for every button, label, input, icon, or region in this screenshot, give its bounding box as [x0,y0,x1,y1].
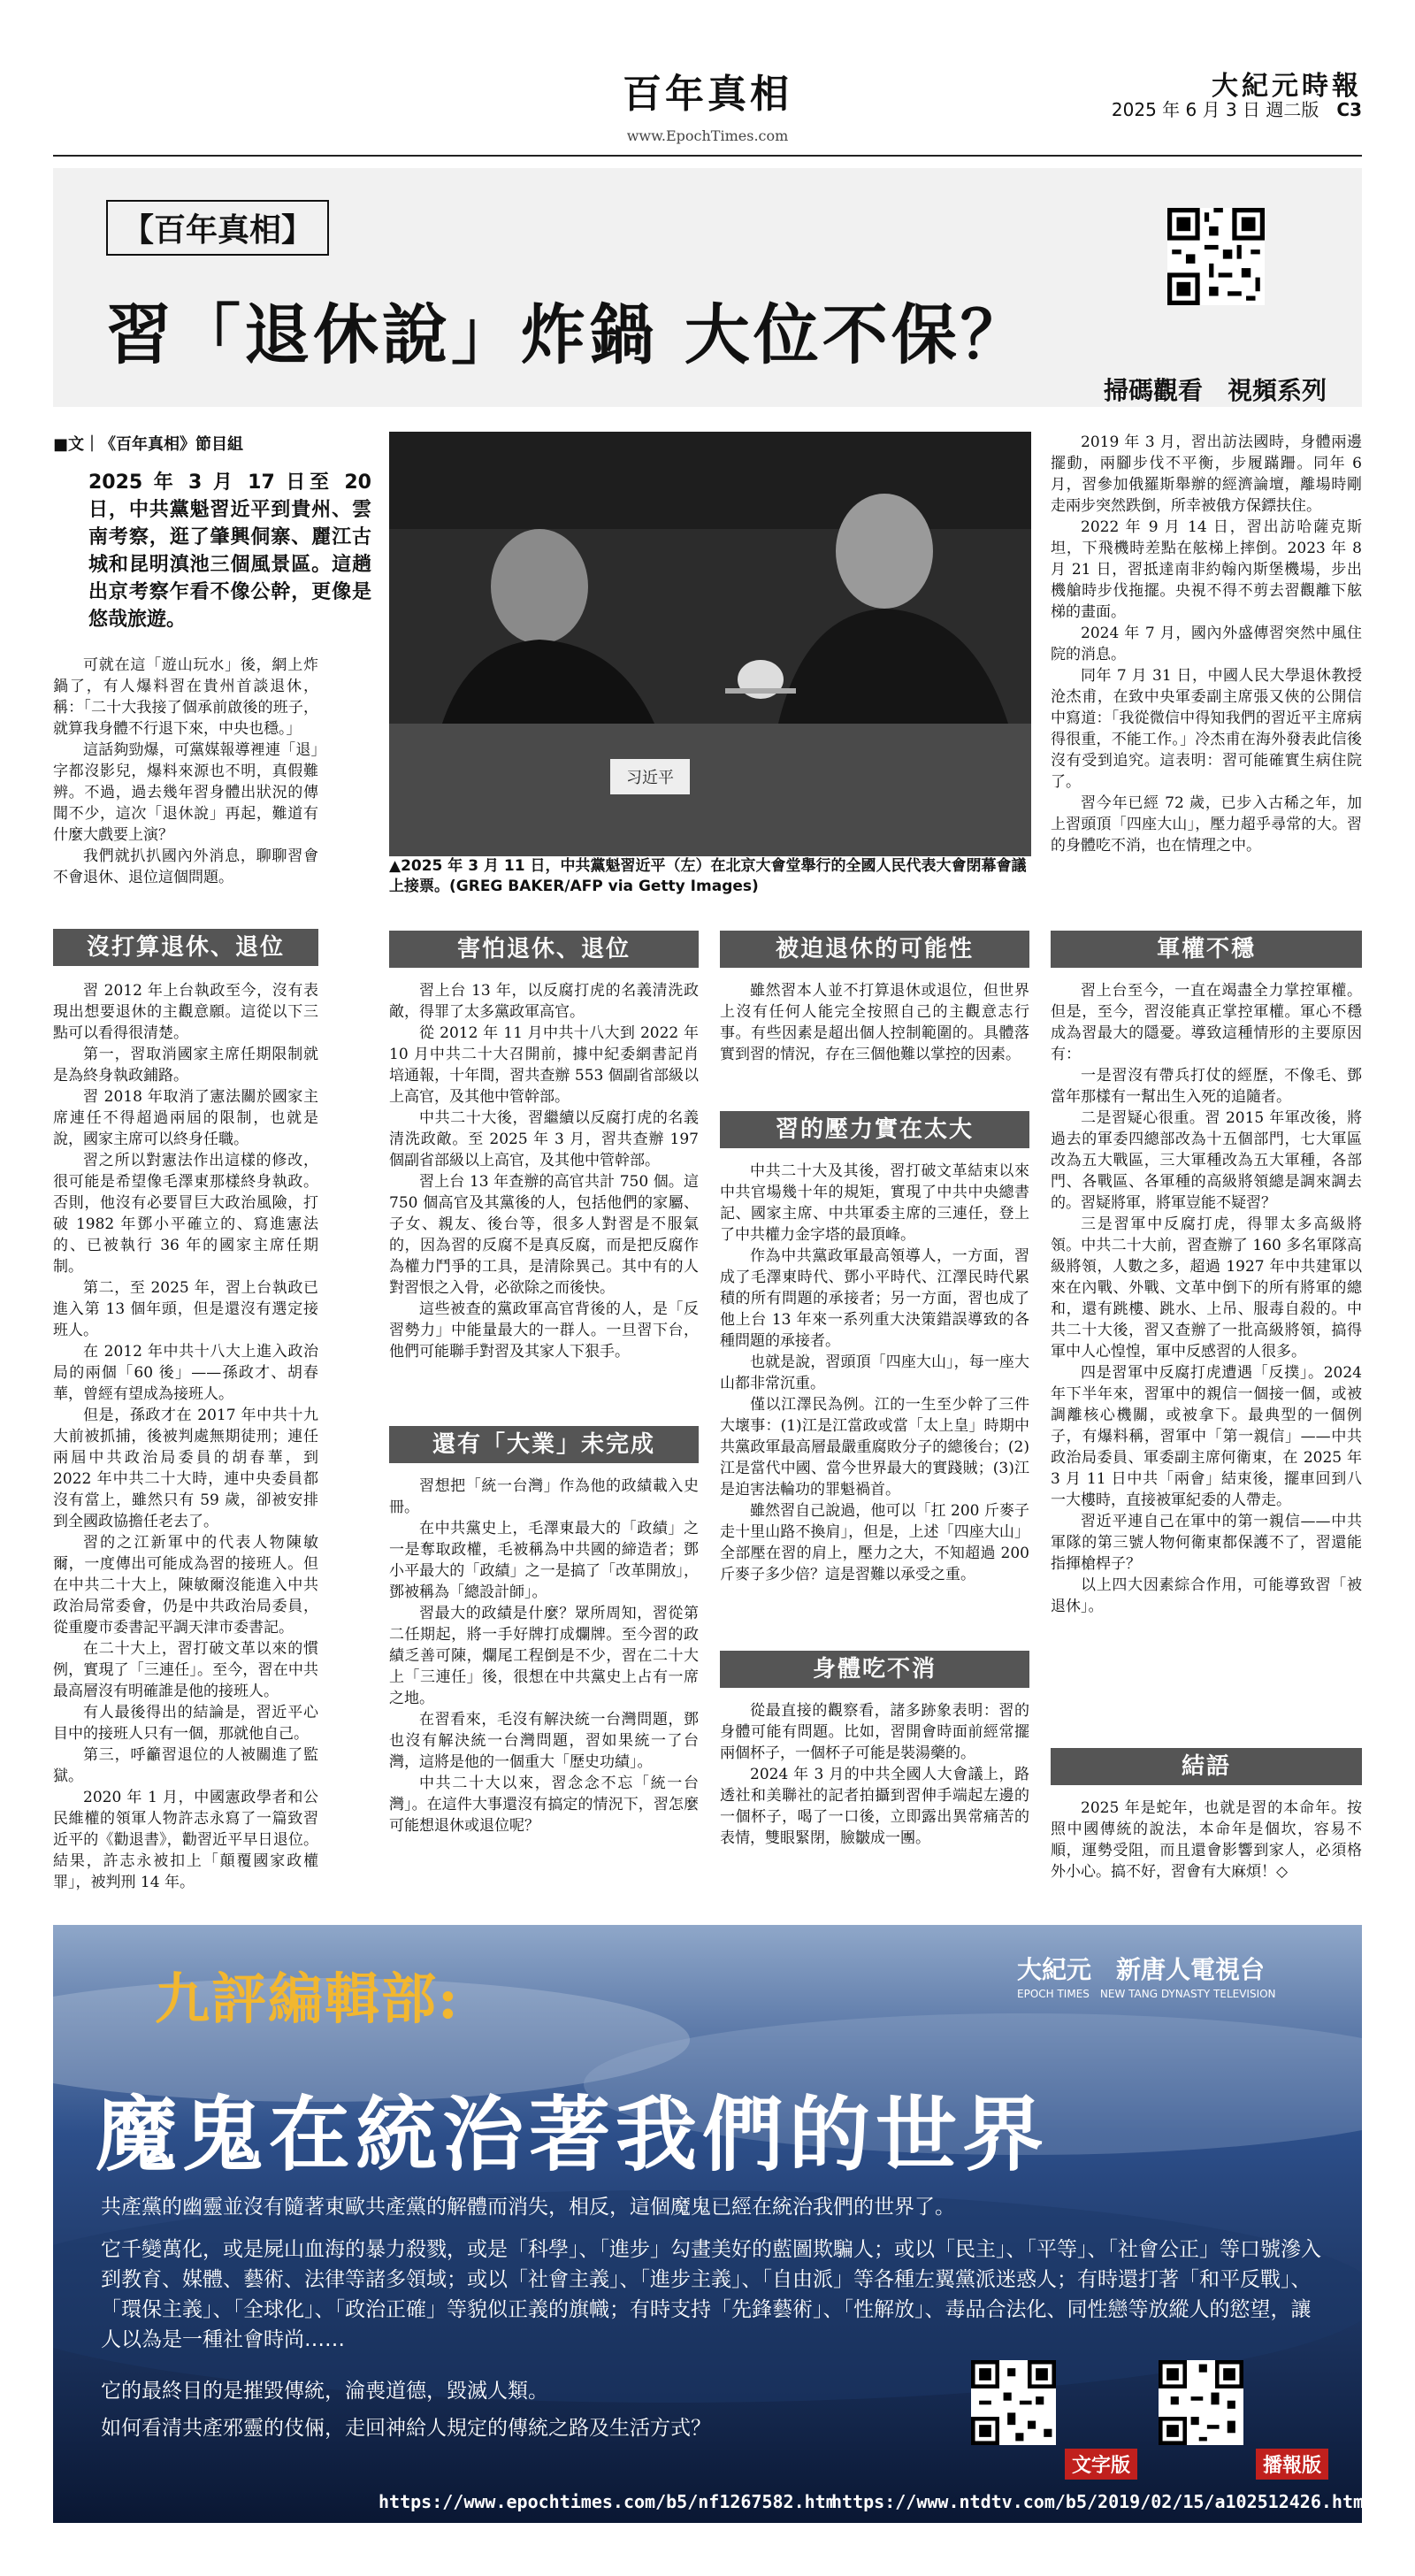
paragraph: 2024 年 7 月，國內外盛傳習突然中風住院的消息。 [1051,625,1362,663]
paragraph: 習近平連自己在軍中的第一親信——中共軍隊的第三號人物何衛東都保護不了，習還能指揮槍桿子？ [1051,1513,1362,1573]
ad-line-4: 如何看清共產邪靈的伎倆，走回神給人規定的傳統之路及生活方式？ [101,2417,711,2440]
paragraph: 四是習軍中反腐打虎遭遇「反撲」。2024 年下半年來，習軍中的親信一個接一個，或被調離核心機關，或被拿下。最典型的一個例子，有爆料稱，習軍中「第一親信」——中共政治局委員、軍委副主席何衛東，在 2025 年 3 月 11 日中共「兩會」結束後，擺車回到八一大樓時，直接被軍紀委的人帶走。 [1051,1364,1362,1509]
news-photo [389,432,1031,856]
section-title: 百年真相 [623,72,792,117]
paragraph: 僅以江澤民為例。江的一生至少幹了三件大壞事：(1)江是江當政或當「太上皇」時期中共黨政軍最高層最嚴重腐敗分子的總後台；(2) 江是當代中國、當今世界最大的實踐賊；(3)江是迫害法輪功的罪魁禍首。 [720,1396,1029,1499]
paragraph: 習的之江新軍中的代表人物陳敏爾，一度傳出可能成為習的接班人。但在中共二十大上，陳敏爾沒能進入中共政治局常委會，仍是中共政治局委員，從重慶市委書記平調天津市委書記。 [53,1534,318,1637]
broadcast-version-tag[interactable]: 播報版 [1256,2449,1328,2480]
paragraph: 也就是說，習頭頂「四座大山」，每一座大山都非常沉重。 [720,1353,1029,1392]
paragraph: 第二，至 2025 年，習上台執政已進入第 13 個年頭，但是還沒有選定接班人。 [53,1279,318,1339]
ad-logo-text: 大紀元 新唐人電視台 [1017,1955,1266,1984]
paragraph: 習最大的政績是什麼？眾所周知，習從第二任期起，將一手好牌打成爛牌。至今習的政績乏善可陳，爛尾工程倒是不少，習在二十大上「三連任」後，很想在中共黨史上占有一席之地。 [389,1605,699,1707]
paragraph: 習 2012 年上台執政至今，沒有表現出想要退休的主觀意願。這從以下三點可以看得很清楚。 [53,982,318,1042]
paragraph: 這話夠勁爆，可黨媒報導裡連「退」字都沒影兒，爆料來源也不明，真假難辨。不過，過去幾年習身體出狀況的傳聞不少，這次「退休說」再起，難道有什麼大戲要上演？ [53,741,318,844]
date-text: 2025 年 6 月 3 日 週二版 [1111,99,1319,120]
paragraph: 這些被查的黨政軍高官背後的人，是「反習勢力」中能量最大的一群人。一旦習下台，他們可能聯手對習及其家人下狠手。 [389,1300,699,1361]
byline: ■文｜《百年真相》節目組 [53,435,244,454]
paragraph: 在中共黨史上，毛澤東最大的「政績」之一是奪取政權，毛被稱為中共國的締造者；鄧小平最大的「政績」之一是搞了「改革開放」，鄧被稱為「總設計師」。 [389,1520,699,1601]
ad-line-1: 共產黨的幽靈並沒有隨著東歐共產黨的解體而消失，相反，這個魔鬼已經在統治我們的世界了。 [101,2196,955,2219]
column-3-body-1 [720,980,1029,1065]
subhead-military-power: 軍權不穩 [1051,931,1362,968]
paragraph: 習上台至今，一直在竭盡全力掌控軍權。但是，至今，習沒能真正掌控軍權。軍心不穩成為習最大的隱憂。導致這種情形的主要原因有： [1051,982,1362,1063]
paragraph: 習之所以對憲法作出這樣的修改，很可能是希望像毛澤東那樣終身執政。否則，他沒有必要冒巨大政治風險，打破 1982 年鄧小平確立的、寫進憲法的、已被執行 36 年的國家主席任期制。 [53,1152,318,1276]
newspaper-logo: 大紀元時報 [1212,71,1362,102]
subhead-unfinished-cause: 還有「大業」未完成 [389,1426,699,1463]
paragraph: 2019 年 3 月，習出訪法國時，身體兩邊擺動，兩腳步伐不平衡，步履蹣跚。同年 6 月，習參加俄羅斯舉辦的經濟論壇，離場時剛走兩步突然跌倒，所幸被俄方保鏢扶住。 [1051,433,1362,515]
ad-paragraph: 它千變萬化，或是屍山血海的暴力殺戮，或是「科學」、「進步」勾畫美好的藍圖欺騙人；或以「民主」、「平等」、「社會公正」等口號滲入到教育、媒體、藝術、法律等諸多領域；或以「社會主義」、「進步主義」、「自由派」等各種左翼黨派迷惑人；有時還打著「和平反戰」、「環保主義」、「全球化」、「政治正確」等貌似正義的旗幟；有時支持「先鋒藝術」、「性解放」、毒品合法化、同性戀等放縱人的慾望，讓人以為是一種社會時尚…… [101,2238,1321,2351]
paragraph: 中共二十大及其後，習打破文革結束以來中共官場幾十年的規矩，實現了中共中央總書記、國家主席、中共軍委主席的三連任，登上了中共權力金字塔的最頂峰。 [720,1162,1029,1244]
column-3-body-2 [720,1161,1029,1585]
paragraph: 習 2018 年取消了憲法關於國家主席連任不得超過兩屆的限制，也就是說，國家主席可以終身任職。 [53,1088,318,1148]
qr-code-icon[interactable] [971,2360,1056,2445]
ad-series-title: 九評編輯部: [155,1966,460,2031]
issue-date [1112,96,1362,121]
ad-headline: 魔鬼在統治著我們的世界 [96,2088,1050,2182]
column-2-body-2 [389,1476,699,1836]
paragraph: 習上台 13 年查辦的高官共計 750 個。這 750 個高官及其黨後的人，包括他們的家屬、子女、親友、後台等，很多人對習是不服氣的，因為習的反腐不是真反腐，而是把反腐作為權力鬥爭的工具，是清除異己。其中有的人對習恨之入骨，必欲除之而後快。 [389,1173,699,1297]
paragraph: 有人最後得出的結論是，習近平心目中的接班人只有一個，那就他自己。 [53,1704,318,1743]
paragraph: 2022 年 9 月 14 日，習出訪哈薩克斯坦，下飛機時差點在舷梯上摔倒。2023 年 8 月 21 日，習抵達南非約翰內斯堡機場，步出機艙時步伐拖擺。央視不得不剪去習觀離下舷梯的畫面。 [1051,518,1362,621]
subhead-afraid-to-retire: 害怕退休、退位 [389,931,699,968]
paragraph: 習上台 13 年，以反腐打虎的名義清洗政敵，得罪了太多黨政軍高官。 [389,982,699,1021]
ad-line-3: 它的最終目的是摧毀傳統，淪喪道德，毀滅人類。 [101,2380,548,2403]
broadcast-version-link[interactable]: https://www.ntdtv.com/b5/2019/02/15/a102512426.html [831,2491,1375,2512]
text-version-tag[interactable]: 文字版 [1065,2449,1137,2480]
paragraph: 三是習軍中反腐打虎，得罪太多高級將領。中共二十大前，習查辦了 160 多名軍隊高級將領，人數之多，超過 1927 年中共建軍以來在內戰、外戰、文革中倒下的所有將軍的總和，還有跳樓、跳水、上吊、服毒自殺的。中共二十大後，習又查辦了一批高級將領，搞得軍中人心惶惶，軍中反感習的人很多。 [1051,1215,1362,1361]
paragraph: 我們就扒扒國內外消息，聊聊習會不會退休、退位這個問題。 [53,847,318,886]
subhead-no-retirement: 沒打算退休、退位 [53,929,318,966]
subhead-pressure: 習的壓力實在太大 [720,1111,1029,1148]
subhead-forced-retirement: 被迫退休的可能性 [720,931,1029,968]
paragraph: 在 2012 年中共十八大上進入政治局的兩個「60 後」——孫政才、胡春華，曾經有望成為接班人。 [53,1343,318,1403]
lead-paragraph: 2025 年 3 月 17 日至 20 日，中共黨魁習近平到貴州、雲南考察，逛了肇興侗寨、麗江古城和昆明滇池三個風景區。這趟出京考察乍看不像公幹，更像是悠哉旅遊。 [88,472,371,631]
subhead-health: 身體吃不消 [720,1651,1029,1688]
paragraph: 2024 年 3 月的中共全國人大會議上，路透社和美聯社的記者拍攝到習伸手端起左邊的一個杯子，喝了一口後，立即露出異常痛苦的表情，雙眼緊閉，臉皺成一團。 [720,1766,1029,1847]
paragraph: 2020 年 1 月，中國憲政學者和公民維權的領軍人物許志永寫了一篇致習近平的《勸退書》，勸習近平早日退位。結果，許志永被扣上「顛覆國家政權罪」，被判刑 14 年。 [53,1789,318,1891]
qr-caption: 掃碼觀看 視頻系列 [1104,376,1327,405]
paragraph: 以上四大因素綜合作用，可能導致習「被退休」。 [1051,1576,1362,1615]
column-4-body-2 [1051,980,1362,1617]
paragraph: 2025 年是蛇年，也就是習的本命年。按照中國傳統的說法，本命年是個坎，容易不順，運勢受阻，而且還會影響到家人，必須格外小心。搞不好，習會有大麻煩！◇ [1051,1799,1362,1881]
paragraph: 第三，呼籲習退位的人被關進了監獄。 [53,1746,318,1785]
paragraph: 雖然習自己說過，他可以「扛 200 斤麥子走十里山路不換肩」，但是，上述「四座大山」全部壓在習的肩上，壓力之大，不知超過 200 斤麥子多少倍？這是習難以承受之重。 [720,1502,1029,1583]
paragraph: 但是，孫政才在 2017 年中共十九大前被抓捕，後被判處無期徒刑；連任兩屆中共政治局委員的胡春華，到 2022 年中共二十大時，連中央委員都沒有當上，雖然只有 59 歲，卻被安排到全國政協擔任老去了。 [53,1407,318,1530]
photo-caption: ▲2025 年 3 月 11 日，中共黨魁習近平（左）在北京大會堂舉行的全國人民代表大會閉幕會議上接票。(GREG BAKER/AFP via Getty Images) [389,857,1027,895]
paragraph: 從最直接的觀察看，諸多跡象表明：習的身體可能有問題。比如，習開會時面前經常擺兩個杯子，一個杯子可能是裝湯藥的。 [720,1702,1029,1762]
nameplate: 习近平 [626,769,674,787]
paragraph: 習今年已經 72 歲，已步入古稀之年，加上習頭頂「四座大山」，壓力超乎尋常的大。習的身體吃不消，也在情理之中。 [1051,794,1362,855]
column-4-body-1 [1051,432,1362,856]
column-4-body-3 [1051,1798,1362,1882]
section-tag: 【百年真相】 [106,200,329,256]
paragraph: 在二十大上，習打破文革以來的慣例，實現了「三連任」。至今，習在中共最高層沒有明確誰是他的接班人。 [53,1640,318,1700]
ad-logo-subtext: EPOCH TIMES NEW TANG DYNASTY TELEVISION [1017,1988,1276,2000]
column-3-body-3 [720,1700,1029,1849]
column-2-body-1 [389,980,699,1362]
paragraph: 二是習疑心很重。習 2015 年軍改後，將過去的軍委四總部改為十五個部門，七大軍區改為五大戰區，三大軍種改為五大軍種，各部門、各戰區、各軍種的高級將領總是調來調去的。習疑將軍，將軍豈能不疑習？ [1051,1109,1362,1212]
column-1-body [53,980,318,1893]
paragraph: 從 2012 年 11 月中共十八大到 2022 年 10 月中共二十大召開前，據中紀委網書記肖培通報，十年間，習共查辦 553 個副省部級以上高官，及其他中管幹部。 [389,1024,699,1106]
paragraph: 習想把「統一台灣」作為他的政績載入史冊。 [389,1477,699,1516]
masthead-url[interactable]: www.EpochTimes.com [626,127,789,144]
paragraph: 中共二十大以來，習念念不忘「統一台灣」。在這件大事還沒有搞定的情況下，習怎麼可能想退休或退位呢？ [389,1775,699,1835]
paragraph: 作為中共黨政軍最高領導人，一方面，習成了毛澤東時代、鄧小平時代、江澤民時代累積的所有問題的承接者；另一方面，習也成了他上台 13 年來一系列重大決策錯誤導致的各種問題的承接者。 [720,1247,1029,1350]
page-number: C3 [1336,99,1362,120]
paragraph: 第一，習取消國家主席任期限制就是為終身執政鋪路。 [53,1046,318,1085]
paragraph: 一是習沒有帶兵打仗的經歷，不像毛、鄧當年那樣有一幫出生入死的追隨者。 [1051,1067,1362,1106]
paragraph: 中共二十大後，習繼續以反腐打虎的名義清洗政敵。至 2025 年 3 月，習共查辦 197 個副省部級以上高官，及其他中管幹部。 [389,1109,699,1169]
paragraph: 可就在這「遊山玩水」後，網上炸鍋了，有人爆料習在貴州首談退休，稱：「二十大我接了個承前啟後的班子，就算我身體不行退下來，中央也穩。」 [53,656,318,738]
column-1-intro [53,655,318,888]
article-headline: 習「退休說」炸鍋 大位不保？ [106,297,1029,373]
masthead-rule [53,155,1362,157]
qr-code-icon[interactable] [1167,208,1265,305]
photo-illustration [389,432,1031,856]
paragraph: 雖然習本人並不打算退休或退位，但世界上沒有任何人能完全按照自己的主觀意志行事。有些因素是超出個人控制範圍的。具體落實到習的情況，存在三個他難以掌控的因素。 [720,982,1029,1063]
text-version-link[interactable]: https://www.epochtimes.com/b5/nf1267582.htm [379,2491,837,2512]
ad-media-logos [1017,1951,1276,2001]
subhead-conclusion: 結語 [1051,1748,1362,1785]
qr-code-icon[interactable] [1159,2360,1243,2445]
paragraph: 在習看來，毛沒有解決統一台灣問題，鄧也沒有解決統一台灣問題，習如果統一了台灣，這將是他的一個重大「歷史功績」。 [389,1711,699,1771]
paragraph: 同年 7 月 31 日，中國人民大學退休教授沧杰甫，在致中央軍委副主席張又俠的公開信中寫道：「我從微信中得知我們的習近平主席病得很重，不能工作。」冷杰甫在海外發表此信後沒有受到追究。這表明：習可能確實生病住院了。 [1051,667,1362,791]
